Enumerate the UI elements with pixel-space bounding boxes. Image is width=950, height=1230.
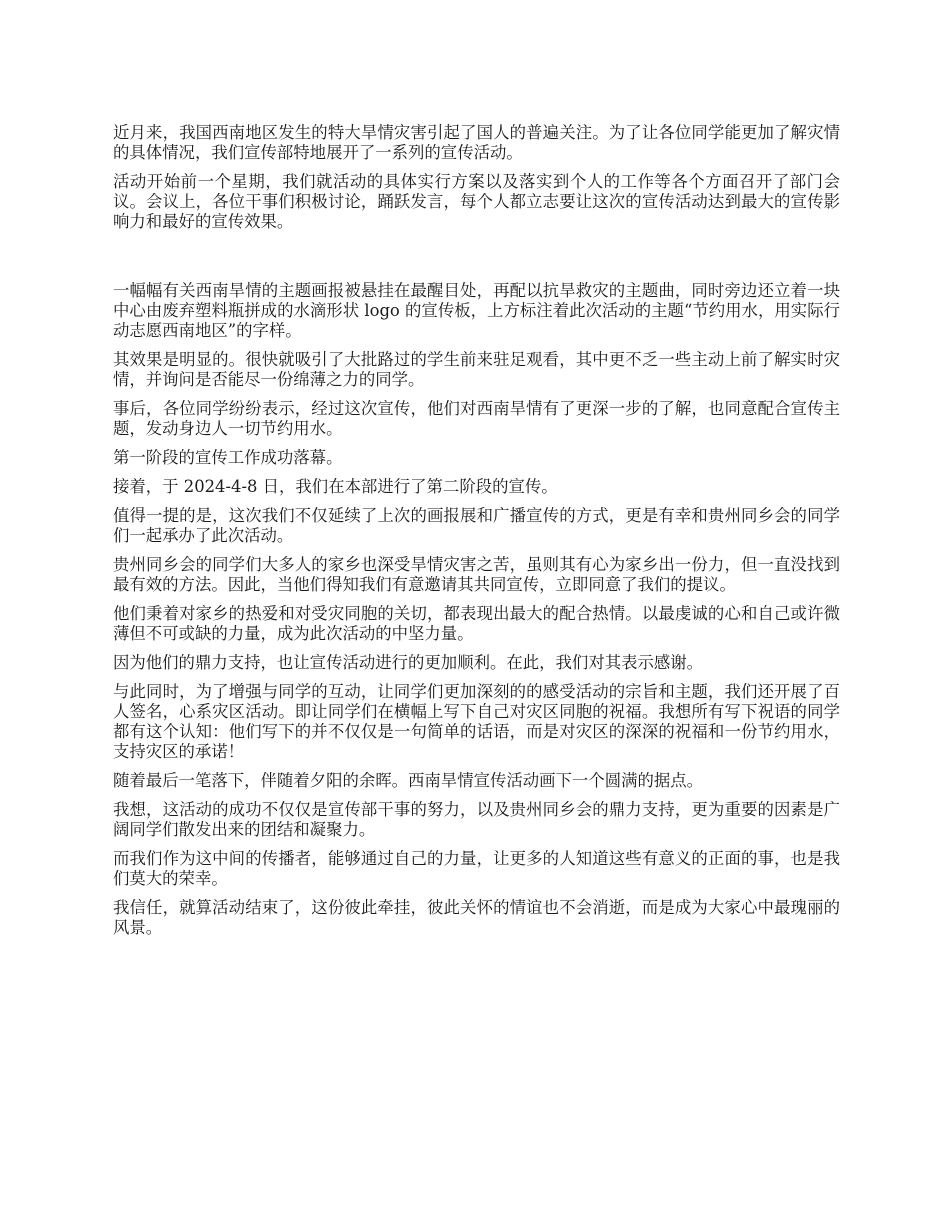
- paragraph: 随着最后一笔落下，伴随着夕阳的余晖。西南旱情宣传活动画下一个圆满的据点。: [113, 771, 704, 790]
- paragraph: 一幅幅有关西南旱情的主题画报被悬挂在最醒目处，再配以抗旱救灾的主题曲，同时旁边还立着一块中心由废弃塑料瓶拼成的水滴形状 logo 的宣传板，上方标注着此次活动的主题“节约用水，用实际行动志愿西南地区”的字样。: [113, 281, 840, 340]
- paragraph: 与此同时，为了增强与同学的互动，让同学们更加深刻的的感受活动的宗旨和主题，我们还开展了百人签名，心系灾区活动。即让同学们在横幅上写下自己对灾区同胞的祝福。我想所有写下祝语的同学都有这个认知：他们写下的并不仅仅是一句简单的话语，而是对灾区的深深的祝福和一份节约用水，支持灾区的承诺！: [113, 682, 840, 761]
- paragraph: 我想，这活动的成功不仅仅是宣传部干事的努力，以及贵州同乡会的鼎力支持，更为重要的因素是广阔同学们散发出来的团结和凝聚力。: [113, 800, 840, 839]
- paragraph: 值得一提的是，这次我们不仅延续了上次的画报展和广播宣传的方式，更是有幸和贵州同乡会的同学们一起承办了此次活动。: [113, 506, 840, 545]
- paragraph: 接着，于 2024-4-8 日，我们在本部进行了第二阶段的宣传。: [113, 477, 558, 496]
- paragraph: 我信任，就算活动结束了，这份彼此牵挂，彼此关怀的情谊也不会消逝，而是成为大家心中最瑰丽的风景。: [113, 898, 840, 937]
- paragraph: 他们秉着对家乡的热爱和对受灾同胞的关切，都表现出最大的配合热情。以最虔诚的心和自己或许微薄但不可或缺的力量，成为此次活动的中坚力量。: [113, 604, 840, 643]
- paragraph: 贵州同乡会的同学们大多人的家乡也深受旱情灾害之苦，虽则其有心为家乡出一份力，但一直没找到最有效的方法。因此，当他们得知我们有意邀请其共同宣传，立即同意了我们的提议。: [113, 555, 840, 594]
- paragraph: 事后，各位同学纷纷表示，经过这次宣传，他们对西南旱情有了更深一步的了解，也同意配合宣传主题，发动身边人一切节约用水。: [113, 399, 840, 438]
- paragraph: 其效果是明显的。很快就吸引了大批路过的学生前来驻足观看，其中更不乏一些主动上前了解实时灾情，并询问是否能尽一份绵薄之力的同学。: [113, 350, 840, 389]
- paragraph: 第一阶段的宣传工作成功落幕。: [113, 448, 343, 467]
- paragraph: 近月来，我国西南地区发生的特大旱情灾害引起了国人的普遍关注。为了让各位同学能更加了解灾情的具体情况，我们宣传部特地展开了一系列的宣传活动。: [113, 123, 840, 162]
- document-body: [113, 123, 840, 947]
- paragraph: 而我们作为这中间的传播者，能够通过自己的力量，让更多的人知道这些有意义的正面的事，也是我们莫大的荣幸。: [113, 849, 840, 888]
- paragraph: 因为他们的鼎力支持，也让宣传活动进行的更加顺利。在此，我们对其表示感谢。: [113, 653, 704, 672]
- paragraph: 活动开始前一个星期，我们就活动的具体实行方案以及落实到个人的工作等各个方面召开了部门会议。会议上，各位干事们积极讨论，踊跃发言，每个人都立志要让这次的宣传活动达到最大的宣传影响力和最好的宣传效果。: [113, 172, 840, 231]
